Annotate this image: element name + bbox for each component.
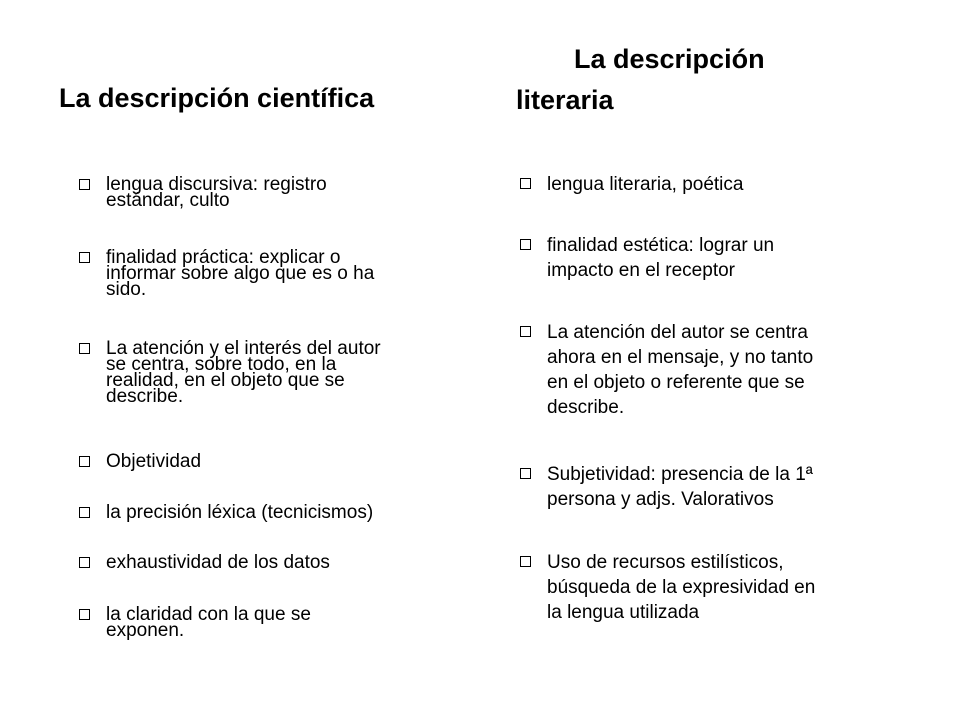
- checkbox-bullet-icon: [79, 343, 90, 354]
- list-item: la precisión léxica (tecnicismos): [79, 505, 469, 521]
- checkbox-bullet-icon: [520, 178, 531, 189]
- checkbox-bullet-icon: [520, 468, 531, 479]
- list-item: Subjetividad: presencia de la 1ª persona y adjs. Valorativos: [520, 462, 900, 512]
- checkbox-bullet-icon: [520, 326, 531, 337]
- checkbox-bullet-icon: [520, 239, 531, 250]
- list-item: lengua literaria, poética: [520, 172, 900, 197]
- checkbox-bullet-icon: [79, 557, 90, 568]
- literary-description-title-line2: literaria: [516, 85, 614, 115]
- list-item: lengua discursiva: registro estándar, culto: [79, 177, 469, 209]
- scientific-description-title: La descripción científica: [59, 83, 375, 113]
- list-item: finalidad práctica: explicar o informar sobre algo que es o ha sido.: [79, 250, 469, 298]
- checkbox-bullet-icon: [79, 252, 90, 263]
- list-item: La atención y el interés del autor se centra, sobre todo, en la realidad, en el objeto que se describe.: [79, 341, 469, 405]
- list-item: exhaustividad de los datos: [79, 555, 469, 571]
- list-item: Objetividad: [79, 454, 469, 470]
- list-item: Uso de recursos estilísticos, búsqueda de la expresividad en la lengua utilizada: [520, 550, 900, 625]
- checkbox-bullet-icon: [79, 456, 90, 467]
- literary-description-title-line1: La descripción: [574, 44, 765, 74]
- list-item: la claridad con la que se exponen.: [79, 607, 469, 639]
- list-item: finalidad estética: lograr un impacto en el receptor: [520, 233, 900, 283]
- checkbox-bullet-icon: [79, 179, 90, 190]
- checkbox-bullet-icon: [79, 609, 90, 620]
- list-item: La atención del autor se centra ahora en el mensaje, y no tanto en el objeto o referente que se describe.: [520, 320, 900, 420]
- checkbox-bullet-icon: [520, 556, 531, 567]
- checkbox-bullet-icon: [79, 507, 90, 518]
